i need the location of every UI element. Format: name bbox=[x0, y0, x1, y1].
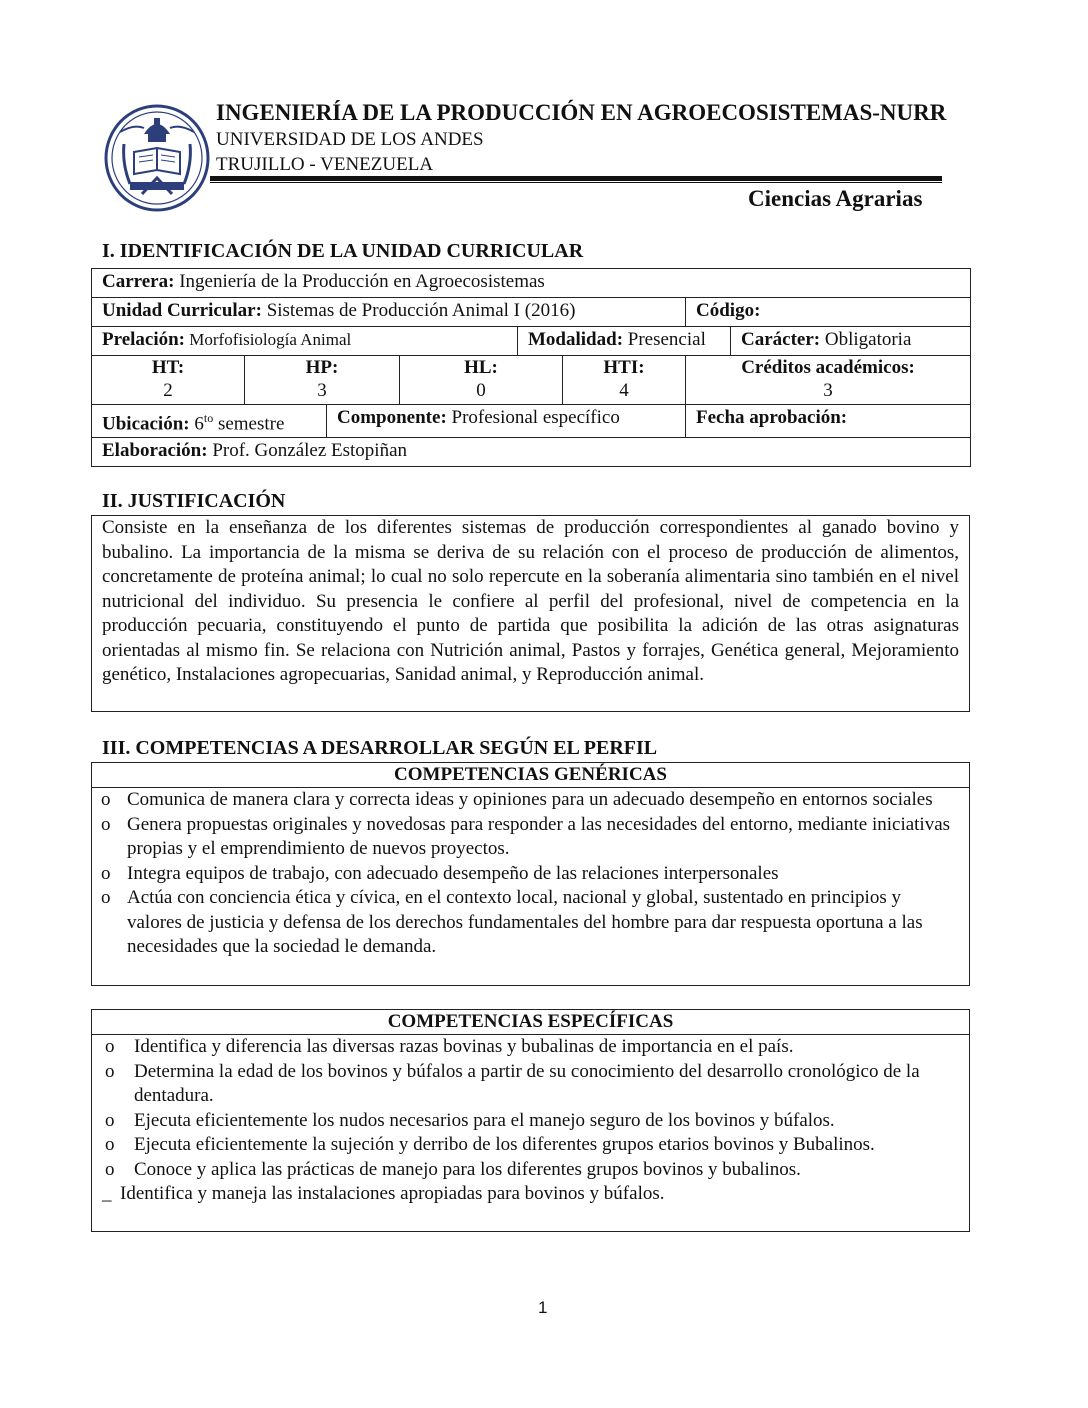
hl-cell: HL: 0 bbox=[400, 356, 563, 405]
carrera-cell: Carrera: Ingeniería de la Producción en Agroecosistemas bbox=[92, 269, 971, 298]
specific-competencies-title: COMPETENCIAS ESPECÍFICAS bbox=[92, 1010, 969, 1035]
hp-cell: HP: 3 bbox=[245, 356, 400, 405]
header-divider-thin bbox=[210, 182, 942, 183]
componente-cell: Componente: Profesional específico bbox=[327, 405, 686, 438]
university-logo-icon bbox=[104, 104, 210, 212]
list-item: o Conoce y aplica las prácticas de manejo para los diferentes grupos bovinos y bubalinos. bbox=[105, 1158, 801, 1180]
hti-cell: HTI: 4 bbox=[563, 356, 686, 405]
list-item: o Determina la edad de los bovinos y búfalos a partir de su conocimiento del desarrollo cronológico de la dentadura. bbox=[105, 1060, 920, 1106]
unidad-curricular-cell: Unidad Curricular: Sistemas de Producción Animal I (2016) bbox=[92, 298, 686, 327]
generic-competencies-box bbox=[91, 762, 970, 986]
university-name: UNIVERSIDAD DE LOS ANDES bbox=[216, 129, 484, 150]
program-title: INGENIERÍA DE LA PRODUCCIÓN EN AGROECOSISTEMAS-NURR bbox=[216, 100, 947, 125]
section-2-heading: II. JUSTIFICACIÓN bbox=[102, 490, 286, 512]
caracter-cell: Carácter: Obligatoria bbox=[731, 327, 971, 356]
list-item: o Ejecuta eficientemente la sujeción y derribo de los diferentes grupos etarios bovinos y Bubalinos. bbox=[105, 1134, 875, 1155]
justification-text: Consiste en la enseñanza de los diferentes sistemas de producción correspondientes al ganado bovino y bubalino. La importancia de la misma se deriva de su relación con el proceso de producción de alimentos, concretamente de proteína animal; lo cual no solo repercute en la soberanía alimentaria sino también en el nivel nutricional del individuo. Su presencia le confiere al perfil del profesional, nivel de competencia en la producción pecuaria, constituyendo el punto de partida que posibilita la adición de las otras asignaturas orientadas al mismo fin. Se relaciona con Nutrición animal, Pastos y forrajes, Genética general, Mejoramiento genético, Instalaciones agropecuarias, Sanidad animal, y Reproducción animal. bbox=[102, 517, 959, 685]
location-text: TRUJILLO - VENEZUELA bbox=[216, 154, 434, 175]
section-3-heading: III. COMPETENCIAS A DESARROLLAR SEGÚN EL PERFIL bbox=[102, 737, 658, 759]
generic-competencies-list bbox=[92, 788, 969, 960]
prelacion-cell: Prelación: Morfofisiología Animal bbox=[92, 327, 518, 356]
modalidad-cell: Modalidad: Presencial bbox=[518, 327, 731, 356]
specific-competencies-list bbox=[92, 1035, 969, 1207]
ubicacion-cell: Ubicación: $6^{to}$ semestre bbox=[92, 405, 327, 438]
ht-cell: HT: 2 bbox=[92, 356, 245, 405]
list-item: o Actúa con conciencia ética y cívica, en el contexto local, nacional y global, sustentado en principios y valores de justicia y defensa de los derechos fundamentales del hombre para dar respuesta oportuna a las necesidades que la sociedad le demanda. bbox=[101, 887, 923, 957]
list-item: o Comunica de manera clara y correcta ideas y opiniones para un adecuado desempeño en entornos sociales bbox=[101, 789, 933, 810]
list-item: o Integra equipos de trabajo, con adecuado desempeño de las relaciones interpersonales bbox=[101, 862, 779, 884]
list-item: _ Identifica y maneja las instalaciones apropiadas para bovinos y búfalos. bbox=[102, 1183, 665, 1204]
fecha-aprobacion-cell: Fecha aprobación: bbox=[686, 405, 971, 438]
codigo-cell: Código: bbox=[686, 298, 971, 327]
elaboracion-cell: Elaboración: Prof. González Estopiñan bbox=[92, 438, 971, 467]
list-item: o Identifica y diferencia las diversas razas bovinas y bubalinas de importancia en el país. bbox=[105, 1036, 794, 1057]
page-number: 1 bbox=[538, 1298, 548, 1317]
creditos-cell: Créditos académicos: 3 bbox=[686, 356, 971, 405]
generic-competencies-title: COMPETENCIAS GENÉRICAS bbox=[92, 763, 969, 788]
faculty-name: Ciencias Agrarias bbox=[748, 186, 923, 211]
section-1-heading: I. IDENTIFICACIÓN DE LA UNIDAD CURRICULAR bbox=[102, 240, 584, 262]
list-item: o Genera propuestas originales y novedosas para responder a las necesidades del entorno, mediante iniciativas propias y el emprendimiento de nuevos proyectos. bbox=[101, 813, 951, 859]
list-item: o Ejecuta eficientemente los nudos necesarios para el manejo seguro de los bovinos y búfalos. bbox=[105, 1109, 835, 1131]
header-divider bbox=[210, 176, 942, 181]
specific-competencies-box bbox=[91, 1009, 970, 1232]
identification-table bbox=[91, 268, 971, 467]
justification-box bbox=[91, 515, 970, 712]
